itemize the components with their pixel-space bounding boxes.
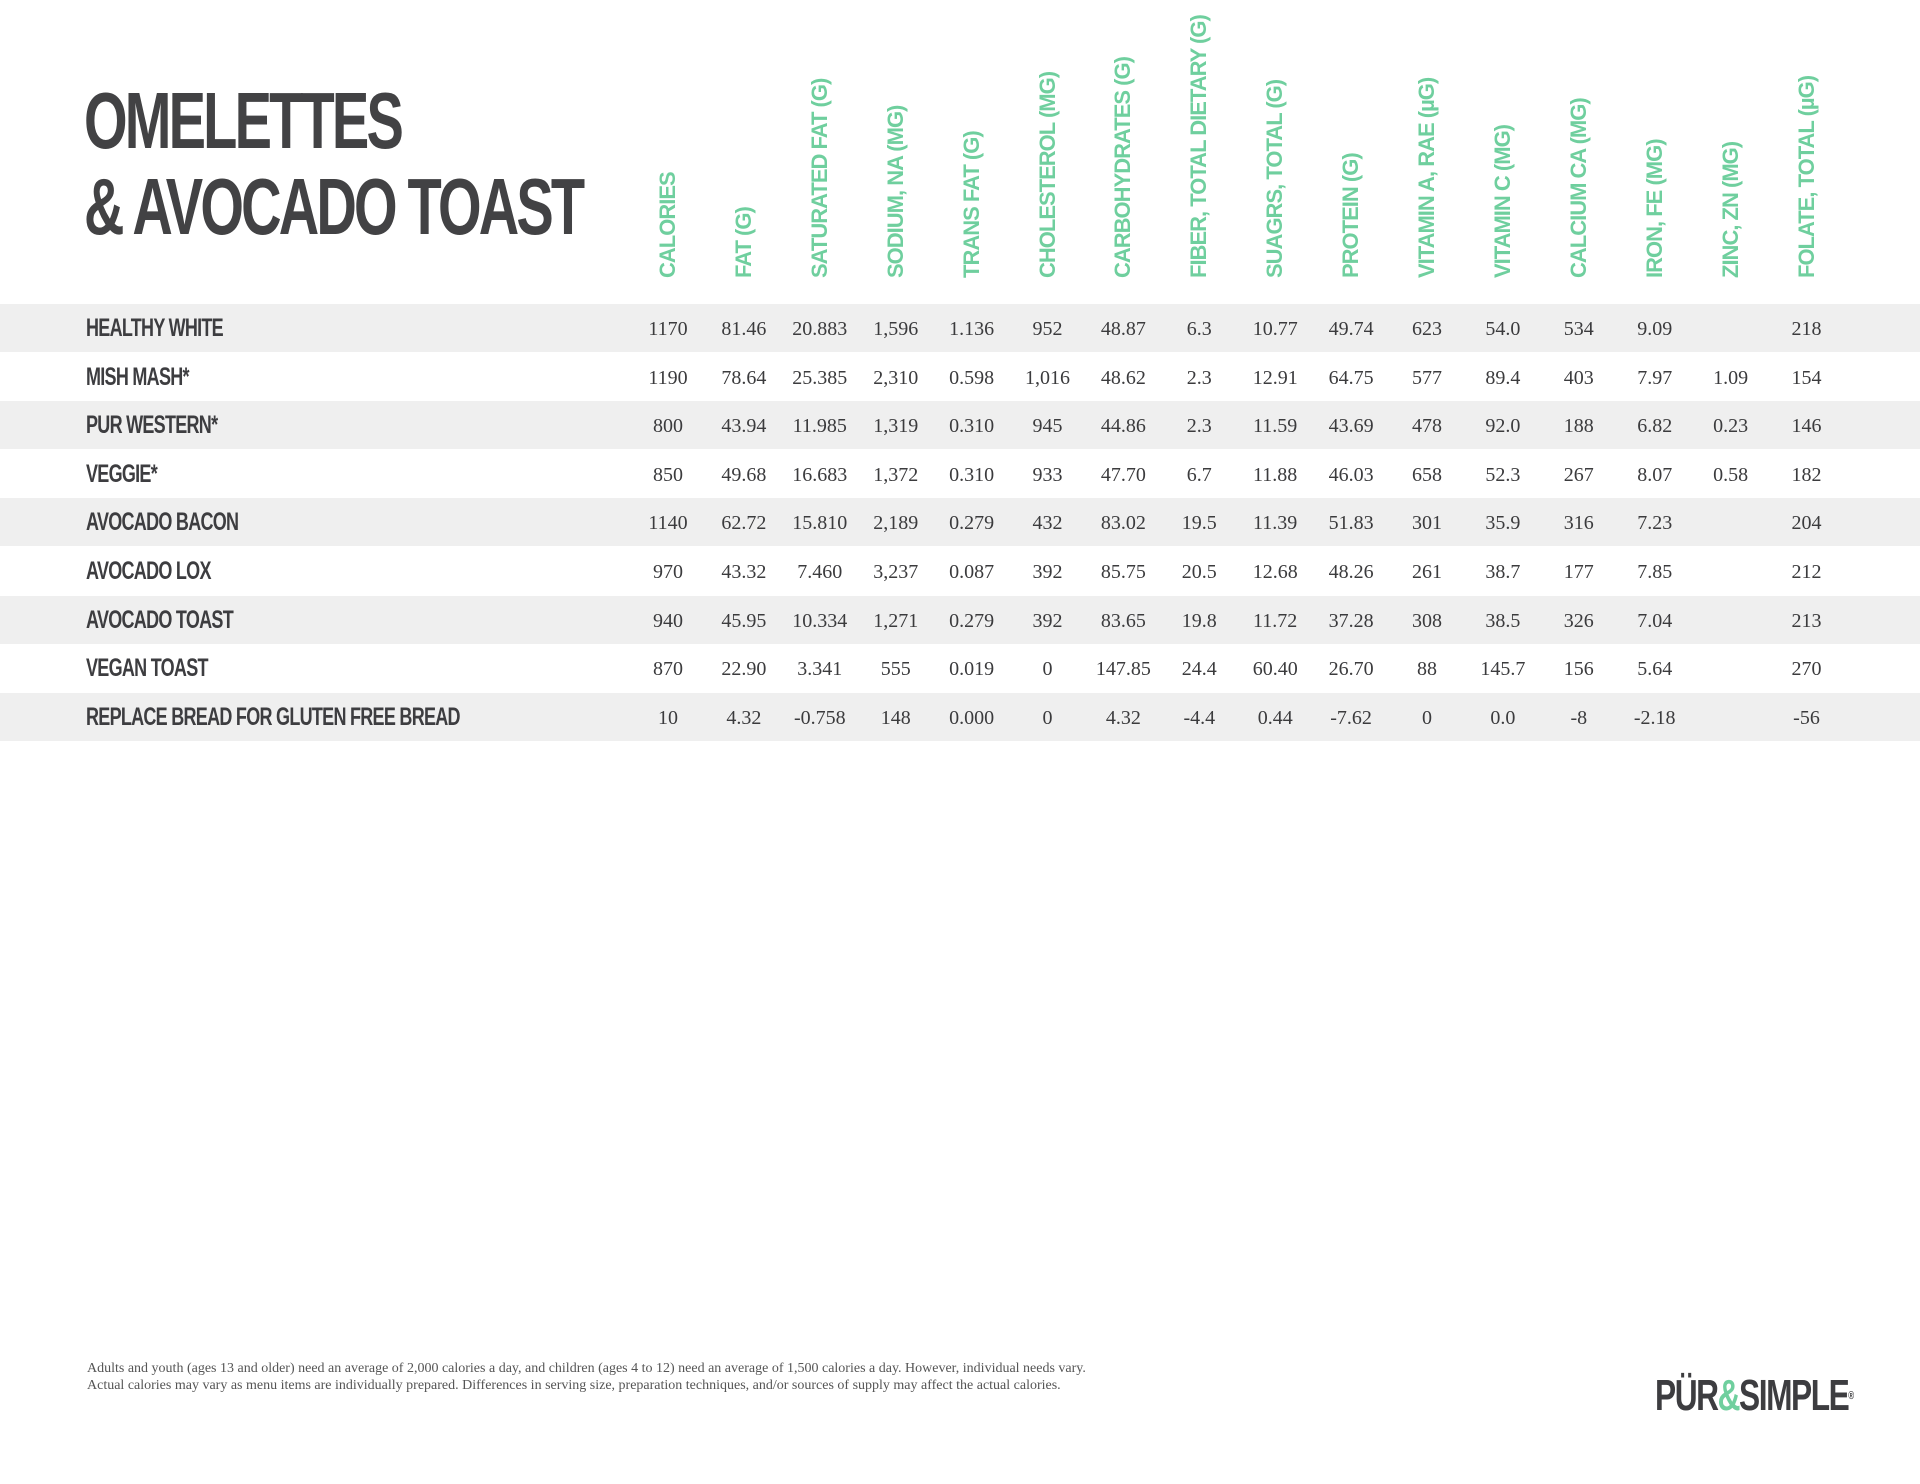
table-cell: 0.0	[1490, 706, 1516, 729]
table-cell: 11.59	[1253, 415, 1298, 438]
table-cell: 37.28	[1328, 609, 1374, 632]
title-line-1: OMELETTES	[84, 76, 402, 165]
table-row	[0, 644, 1920, 692]
table-cell: 89.4	[1485, 366, 1521, 389]
logo-ampersand: &	[1717, 1371, 1740, 1420]
row-label: AVOCADO LOX	[86, 557, 211, 585]
table-row	[0, 596, 1920, 644]
table-cell: 156	[1563, 658, 1594, 681]
table-cell: 60.40	[1252, 658, 1298, 681]
table-cell: -7.62	[1330, 706, 1372, 729]
table-cell: 0.310	[949, 463, 995, 486]
table-cell: 48.26	[1328, 561, 1374, 583]
table-cell: 326	[1563, 609, 1594, 632]
table-cell: 0.58	[1713, 463, 1749, 486]
title-line-2: & AVOCADO TOAST	[84, 162, 583, 251]
table-cell: 270	[1791, 658, 1822, 681]
table-cell: 43.32	[721, 561, 767, 583]
table-cell: 147.85	[1095, 658, 1151, 681]
table-cell: 2,310	[873, 366, 919, 389]
row-label: REPLACE BREAD FOR GLUTEN FREE BREAD	[86, 702, 460, 731]
row-label: VEGGIE*	[86, 459, 157, 488]
calorie-disclaimer: Adults and youth (ages 13 and older) need an average of 2,000 calories a day, and children (ages 4 to 12) need an average of 1,500 calories a day. However, individual needs vary. Actual calories may vary as menu items are individually prepared. Differences in serving size, preparation techniques, and/or sources of supply may affect the actual calories.	[87, 1361, 1086, 1393]
table-cell: 2.3	[1186, 366, 1212, 389]
table-cell: 267	[1563, 463, 1594, 486]
table-cell: 0	[1042, 658, 1053, 681]
page-title	[84, 78, 582, 250]
table-cell: 308	[1412, 609, 1442, 632]
table-cell: 1,596	[873, 318, 919, 340]
table-cell: 47.70	[1100, 463, 1146, 486]
table-cell: 19.5	[1181, 512, 1217, 535]
table-cell: 1,271	[873, 609, 919, 632]
table-cell: 46.03	[1328, 463, 1374, 486]
table-cell: 11.985	[792, 415, 847, 438]
table-cell: 658	[1412, 463, 1442, 486]
table-cell: 62.72	[721, 512, 767, 535]
table-cell: 19.8	[1181, 609, 1217, 632]
column-header-label: FAT (G)	[730, 207, 756, 278]
table-cell: 403	[1563, 366, 1594, 389]
table-cell: -8	[1570, 706, 1588, 729]
table-cell: 2,189	[873, 512, 919, 535]
column-header-label: SUAGRS, TOTAL (G)	[1262, 79, 1288, 278]
table-cell: 83.65	[1100, 609, 1146, 632]
table-row	[0, 353, 1920, 401]
table-cell: 2.3	[1186, 415, 1212, 438]
table-cell: 213	[1791, 609, 1822, 632]
table-cell: 0.310	[949, 415, 995, 438]
table-cell: 952	[1032, 318, 1063, 340]
table-cell: 148	[880, 706, 911, 729]
table-cell: 5.64	[1637, 658, 1673, 681]
table-cell: 25.385	[792, 366, 848, 389]
table-cell: 38.5	[1485, 609, 1521, 632]
table-cell: 4.32	[726, 706, 762, 729]
table-cell: 146	[1791, 415, 1822, 438]
table-cell: 1,319	[873, 415, 919, 438]
table-cell: 534	[1563, 318, 1594, 340]
column-header-label: CALCIUM CA (MG)	[1565, 98, 1591, 278]
table-cell: 0.23	[1713, 415, 1749, 438]
table-cell: 7.460	[797, 561, 843, 583]
table-cell: 1.09	[1713, 366, 1749, 389]
table-cell: 555	[880, 658, 911, 681]
table-cell: 432	[1032, 512, 1063, 535]
table-cell: 1170	[648, 318, 688, 340]
table-cell: 12.68	[1252, 561, 1298, 583]
table-cell: 10.334	[792, 609, 848, 632]
table-cell: 24.4	[1181, 658, 1217, 681]
table-cell: 9.09	[1637, 318, 1673, 340]
table-cell: 940	[653, 609, 683, 632]
column-header-label: TRANS FAT (G)	[958, 131, 984, 278]
table-cell: 51.83	[1328, 512, 1374, 535]
table-cell: 11.88	[1253, 463, 1298, 486]
table-cell: 145.7	[1480, 658, 1526, 681]
table-cell: 48.62	[1100, 366, 1146, 389]
table-cell: 218	[1791, 318, 1822, 340]
table-cell: 204	[1791, 512, 1822, 535]
table-cell: 182	[1791, 463, 1822, 486]
table-cell: 0	[1422, 706, 1432, 729]
table-cell: 4.32	[1105, 706, 1141, 729]
table-cell: 64.75	[1328, 366, 1374, 389]
table-cell: 0.279	[949, 512, 995, 535]
table-cell: 11.39	[1253, 512, 1298, 535]
table-row	[0, 450, 1920, 498]
table-cell: 85.75	[1100, 561, 1146, 583]
table-cell: 478	[1412, 415, 1442, 438]
table-cell: 48.87	[1100, 318, 1146, 340]
column-header-label: FOLATE, TOTAL (µG)	[1793, 75, 1819, 278]
table-row	[0, 693, 1920, 741]
table-cell: 35.9	[1485, 512, 1521, 535]
table-cell: 870	[653, 658, 683, 681]
table-cell: 12.91	[1252, 366, 1298, 389]
table-cell: 1,372	[873, 463, 919, 486]
table-cell: 45.95	[721, 609, 767, 632]
table-cell: 212	[1791, 561, 1822, 583]
table-cell: -56	[1793, 706, 1820, 729]
row-label: HEALTHY WHITE	[86, 314, 223, 342]
table-cell: 10	[658, 706, 678, 729]
column-header-label: SODIUM, NA (MG)	[882, 105, 908, 278]
table-cell: 8.07	[1637, 463, 1673, 486]
table-cell: 7.85	[1637, 561, 1673, 583]
table-cell: 392	[1032, 609, 1063, 632]
table-cell: 800	[653, 415, 683, 438]
table-cell: 316	[1563, 512, 1594, 535]
table-row	[0, 547, 1920, 595]
column-header-label: PROTEIN (G)	[1338, 153, 1364, 278]
table-cell: 0.000	[949, 706, 995, 729]
table-cell: 7.04	[1637, 609, 1673, 632]
column-header-label: VITAMIN C (MG)	[1489, 124, 1515, 278]
table-cell: 261	[1412, 561, 1442, 583]
table-cell: 54.0	[1485, 318, 1521, 340]
table-cell: 26.70	[1328, 658, 1374, 681]
table-cell: 43.94	[721, 415, 767, 438]
table-cell: 49.74	[1328, 318, 1374, 340]
logo-text-pur: PÜR	[1655, 1371, 1718, 1420]
table-cell: 16.683	[792, 463, 848, 486]
row-label: AVOCADO BACON	[86, 508, 239, 537]
table-cell: 83.02	[1100, 512, 1146, 535]
table-cell: 945	[1032, 415, 1063, 438]
table-cell: 623	[1412, 318, 1442, 340]
table-cell: 177	[1563, 561, 1594, 583]
column-header-label: SATURATED FAT (G)	[806, 78, 832, 278]
column-header-label: VITAMIN A, RAE (µG)	[1414, 77, 1439, 278]
table-cell: 7.97	[1637, 366, 1673, 389]
logo-registered-mark: ®	[1848, 1390, 1855, 1402]
table-cell: 15.810	[792, 512, 848, 535]
column-header-label: ZINC, ZN (MG)	[1717, 141, 1743, 278]
table-cell: 933	[1032, 463, 1063, 486]
table-cell: 22.90	[721, 658, 767, 681]
table-cell: 52.3	[1485, 463, 1521, 486]
table-cell: 0.279	[949, 609, 995, 632]
table-cell: 6.7	[1186, 463, 1212, 486]
column-header-label: CARBOHYDRATES (G)	[1110, 57, 1136, 278]
table-cell: 188	[1563, 415, 1594, 438]
table-cell: 11.72	[1253, 609, 1298, 632]
table-cell: 850	[653, 463, 683, 486]
table-cell: 49.68	[721, 463, 767, 486]
table-cell: 88	[1417, 658, 1437, 681]
table-cell: 7.23	[1637, 512, 1673, 535]
table-cell: 1.136	[949, 318, 995, 340]
table-cell: 392	[1032, 561, 1063, 583]
table-cell: 10.77	[1252, 318, 1298, 340]
table-cell: 0.087	[949, 561, 995, 583]
table-cell: 0.44	[1257, 706, 1293, 729]
table-cell: -0.758	[793, 706, 846, 729]
column-header-label: CALORIES	[655, 172, 680, 278]
table-cell: 154	[1791, 366, 1822, 389]
table-cell: -4.4	[1183, 706, 1216, 729]
table-cell: 43.69	[1328, 415, 1374, 438]
table-cell: 6.82	[1637, 415, 1673, 438]
table-cell: 20.883	[792, 318, 848, 340]
table-cell: 301	[1412, 512, 1442, 535]
table-cell: 38.7	[1485, 561, 1521, 583]
table-cell: 1,016	[1025, 366, 1070, 389]
table-cell: 6.3	[1186, 318, 1212, 340]
table-cell: 0.019	[949, 658, 995, 681]
table-row	[0, 498, 1920, 546]
table-cell: 1140	[648, 512, 688, 535]
table-cell: 0	[1042, 706, 1053, 729]
logo-text-simple: SIMPLE	[1739, 1371, 1849, 1420]
table-cell: 81.46	[721, 318, 767, 340]
row-label: VEGAN TOAST	[86, 654, 208, 683]
table-cell: 970	[653, 561, 683, 583]
brand-logo	[1655, 1372, 1854, 1420]
table-cell: 0.598	[949, 366, 995, 389]
table-row	[0, 401, 1920, 449]
table-cell: 44.86	[1100, 415, 1146, 438]
table-cell: 92.0	[1485, 415, 1521, 438]
table-cell: 1190	[648, 366, 688, 389]
row-label: MISH MASH*	[86, 362, 189, 391]
table-cell: 3.341	[797, 658, 843, 681]
column-header-label: FIBER, TOTAL DIETARY (G)	[1186, 15, 1212, 278]
table-cell: -2.18	[1633, 706, 1676, 729]
column-header-label: IRON, FE (MG)	[1641, 139, 1667, 278]
column-header-label: CHOLESTEROL (MG)	[1034, 71, 1060, 278]
row-label: PUR WESTERN*	[86, 411, 218, 440]
table-cell: 78.64	[721, 366, 767, 389]
table-row	[0, 304, 1920, 352]
table-cell: 577	[1412, 366, 1442, 389]
table-cell: 20.5	[1181, 561, 1217, 583]
row-label: AVOCADO TOAST	[86, 605, 233, 634]
table-cell: 3,237	[873, 561, 919, 583]
